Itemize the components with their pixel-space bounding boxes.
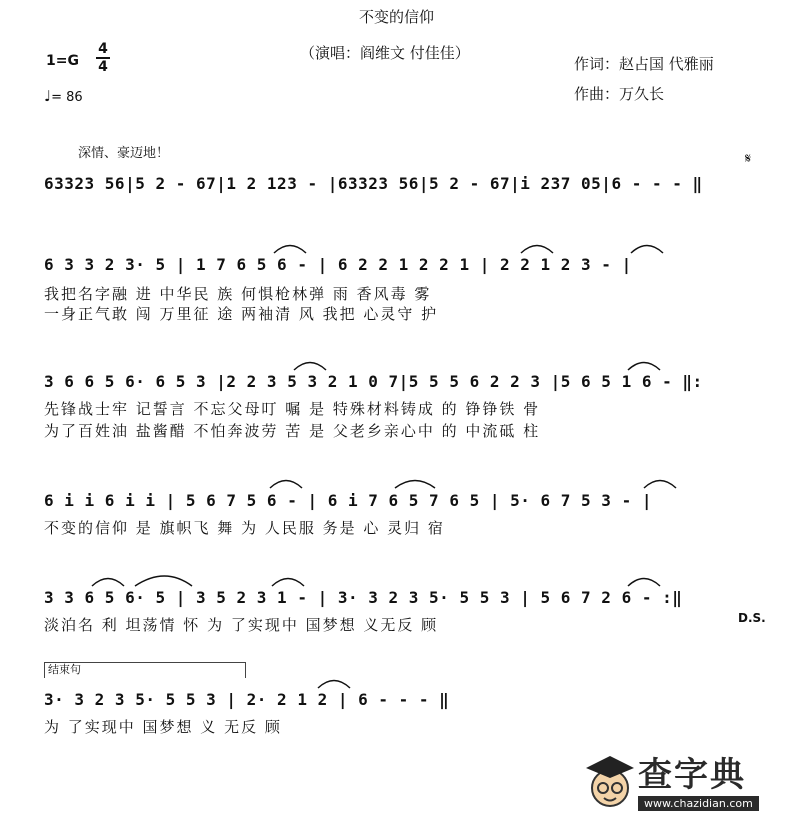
slur <box>270 481 302 489</box>
slur <box>318 681 350 689</box>
slur <box>294 363 326 371</box>
time-top: 4 <box>98 41 108 57</box>
ending-label: 结束句 <box>48 663 81 676</box>
lyrics-row-6: 为 了实现中 国梦想 义 无反 顾 <box>44 718 282 736</box>
slur <box>135 576 192 586</box>
ds-marker: D.S. <box>738 611 766 625</box>
slur <box>628 363 660 371</box>
slur <box>274 246 306 254</box>
slur <box>521 246 553 254</box>
music-row-5: 3 3 6 5 6· 5 | 3 5 2 3 1 - | 3· 3 2 3 5· 5 5 3 | 5 6 7 2 6 - :‖ <box>44 588 683 607</box>
slur <box>631 246 663 254</box>
tempo-value: = 86 <box>51 90 83 105</box>
song-title: 不变的信仰 <box>358 8 434 26</box>
music-row-2: 6 3 3 2 3· 5 | 1 7 6 5 6 - | 6 2 2 1 2 2 1 | 2 2 1 2 3 - | <box>44 255 632 274</box>
music-row-6: 3· 3 2 3 5· 5 5 3 | 2· 2 1 2 | 6 - - - ‖ <box>44 690 450 709</box>
singers: （演唱：阎维文 付佳佳） <box>300 44 470 62</box>
lyrics-row-3-verse-1: 先锋战士牢 记誓言 不忘父母叮 嘱 是 特殊材料铸成 的 铮铮铁 骨 <box>44 400 541 418</box>
music-row-4: 6 i i 6 i i | 5 6 7 5 6 - | 6 i 7 6 5 7 6 5 | 5· 6 7 5 3 - | <box>44 491 652 510</box>
slur <box>92 579 124 587</box>
slur <box>644 481 676 489</box>
time-bottom: 4 <box>98 59 108 75</box>
slur <box>395 481 435 489</box>
slur <box>272 579 304 587</box>
key-signature: 1=G <box>46 53 79 69</box>
composer: 作曲：万久长 <box>574 85 665 103</box>
segno-icon: 𝄋 <box>745 151 752 167</box>
lyrics-row-4: 不变的信仰 是 旗帜飞 舞 为 人民服 务是 心 灵归 宿 <box>44 519 445 537</box>
lyricist: 作词：赵占国 代雅丽 <box>574 55 714 73</box>
lyrics-row-2-verse-1: 我把名字融 进 中华民 族 何惧枪林弹 雨 香风毒 雾 <box>44 285 432 303</box>
watermark-url: www.chazidian.com <box>638 796 759 811</box>
slur <box>628 579 660 587</box>
lyrics-row-3-verse-2: 为了百姓油 盐酱醋 不怕奔波劳 苦 是 父老乡亲心中 的 中流砥 柱 <box>44 422 541 440</box>
music-row-1: 63323 56|5 2 - 67|1 2 123 - |63323 56|5 2 - 67|i 237 05|6 - - - ‖ <box>44 174 703 193</box>
watermark-title: 查字典 <box>638 755 746 795</box>
lyrics-row-2-verse-2: 一身正气敢 闯 万里征 途 两袖清 风 我把 心灵守 护 <box>44 305 439 323</box>
quarter-note-icon: ♩ <box>44 87 52 105</box>
scholar-mascot-icon <box>580 748 640 814</box>
music-row-3: 3 6 6 5 6· 6 5 3 |2 2 3 5 3 2 1 0 7|5 5 5 6 2 2 3 |5 6 5 1 6 - ‖: <box>44 372 703 391</box>
lyrics-row-5: 淡泊名 利 坦荡情 怀 为 了实现中 国梦想 义无反 顾 <box>44 616 439 634</box>
expression-mark: 深情、豪迈地！ <box>78 146 170 161</box>
